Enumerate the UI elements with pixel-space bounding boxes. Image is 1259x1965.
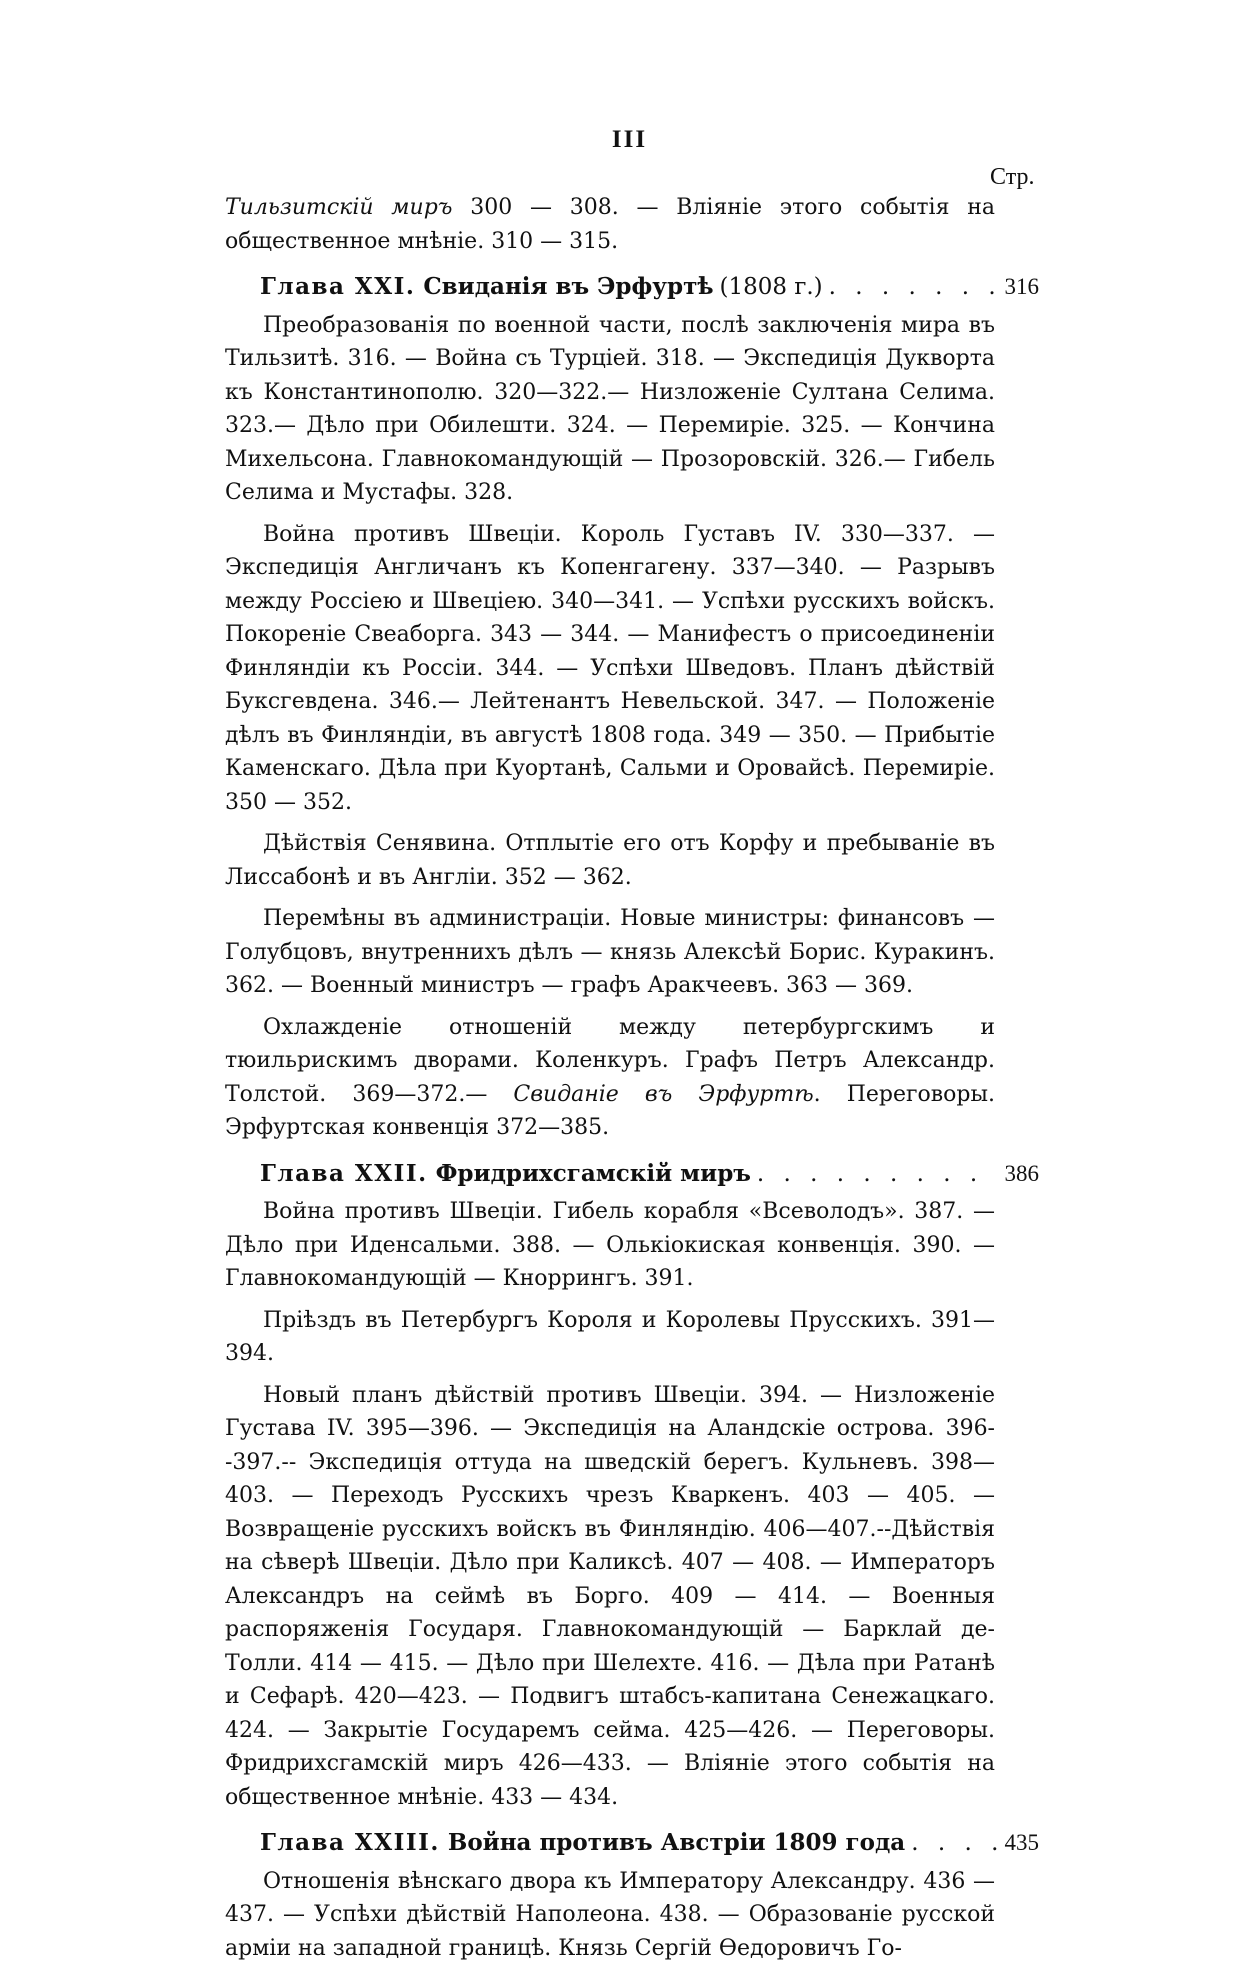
intro-text: 300 — 308. — Вліяніе этого событія на общественное мнѣніе. 310 — 315. [225,195,995,254]
chapter-title: Фридрихсгамскій миръ [428,1157,751,1191]
paragraph-italic: Свиданіе въ Эрфуртѣ [513,1082,813,1107]
chapter-paragraph: Дѣйствія Сенявина. Отплытіе его отъ Корфу и пребываніе въ Лиссабонѣ и въ Англіи. 352 — 362. [225,827,995,894]
chapter-page-number: 435 [997,1826,1039,1860]
chapter-title: Война противъ Австріи 1809 года [440,1826,905,1860]
chapter-paragraph: Война противъ Швеціи. Король Густавъ IV. 330—337. — Экспедиція Англичанъ къ Копенгагену. 337—340. — Разрывъ между Россіею и Швеціею. 340—341. — Успѣхи русскихъ войскъ. Покореніе Свеаборга. 343 — 344. — Манифестъ о присоединеніи Финляндіи къ Россіи. 344. — Успѣхи Шведовъ. Планъ дѣйствій Буксгевдена. 346.— Лейтенантъ Невельской. 347. — Положеніе дѣлъ въ Финляндіи, въ августѣ 1808 года. 349 — 350. — Прибытіе Каменскаго. Дѣла при Куортанѣ, Сальми и Оровайсѣ. Перемиріе. 350 — 352. [225,518,995,820]
chapter-heading-23 [225,1826,995,1861]
chapter-paragraph: Перемѣны въ администраціи. Новые министры: финансовъ — Голубцовъ, внутреннихъ дѣлъ — князь Алексѣй Борис. Куракинъ. 362. — Военный министръ — графъ Аракчеевъ. 363 — 369. [225,902,995,1003]
intro-italic: Тильзитскій миръ [225,195,452,220]
chapter-label: Глава XXIII. [225,1826,440,1860]
dot-leader [823,271,997,305]
chapter-paragraph: Новый планъ дѣйствій противъ Швеціи. 394. — Низложеніе Густава IV. 395—396. — Экспедиція на Аландскіе острова. 396--397.-- Экспедиція оттуда на шведскій берегъ. Кульневъ. 398—403. — Переходъ Русскихъ чрезъ Кваркенъ. 403 — 405. — Возвращеніе русскихъ войскъ въ Финляндію. 406—407.--Дѣйствія на сѣверѣ Швеціи. Дѣло при Каликсѣ. 407 — 408. — Императоръ Александръ на сеймѣ въ Борго. 409 — 414. — Военныя распоряженія Государя. Главнокомандующій — Барклай де-Толли. 414 — 415. — Дѣло при Шелехте. 416. — Дѣла при Ратанѣ и Сефарѣ. 420—423. — Подвигъ штабсъ-капитана Сенежацкаго. 424. — Закрытіе Государемъ сейма. 425—426. — Переговоры. Фридрихсгамскій миръ 426—433. — Вліяніе этого событія на общественное мнѣніе. 433 — 434. [225,1379,995,1815]
page-column-label: Стр. [990,164,1034,191]
chapter-paragraph: Преобразованія по военной части, послѣ заключенія мира въ Тильзитѣ. 316. — Война съ Турціей. 318. — Экспедиція Дукворта къ Константинополю. 320—322.— Низложеніе Султана Селима. 323.— Дѣло при Обилешти. 324. — Перемиріе. 325. — Кончина Михельсона. Главнокомандующій — Прозоровскій. 326.— Гибель Селима и Мустафы. 328. [225,309,995,510]
dot-leader [751,1158,997,1192]
chapter-paragraph [225,1011,995,1145]
chapter-paragraph: Пріѣздъ въ Петербургъ Короля и Королевы Прусскихъ. 391—394. [225,1304,995,1371]
chapter-year-note: (1808 г.) [714,271,823,305]
paragraph-text: Охлажденіе отношеній между петербургскимъ и тюильрискимъ дворами. Коленкуръ. Графъ Петръ Александр. Толстой. 369—372.— [225,1015,995,1107]
chapter-title: Свиданія въ Эрфуртѣ [415,270,713,304]
chapter-label: Глава XXI. [225,270,415,304]
paragraph-text: . Переговоры. Эрфуртская конвенція 372—385. [225,1082,995,1141]
chapter-heading-22 [225,1157,995,1192]
page-number: III [0,126,1259,154]
dot-leader [905,1827,997,1861]
chapter-paragraph: Отношенія вѣнскаго двора къ Императору Александру. 436 — 437. — Успѣхи дѣйствій Наполеона. 438. — Образованіе русской арміи на западной границѣ. Князь Сергій Ѳедоровичъ Го- [225,1865,995,1965]
chapter-label: Глава XXII. [225,1157,428,1191]
table-of-contents [225,191,995,1965]
intro-paragraph [225,191,995,258]
chapter-heading-21 [225,270,995,305]
chapter-paragraph: Война противъ Швеціи. Гибель корабля «Всеволодъ». 387. — Дѣло при Иденсальми. 388. — Олькіокиская конвенція. 390. — Главнокомандующій — Кноррингъ. 391. [225,1195,995,1296]
chapter-page-number: 386 [997,1157,1039,1191]
chapter-page-number: 316 [997,270,1039,304]
